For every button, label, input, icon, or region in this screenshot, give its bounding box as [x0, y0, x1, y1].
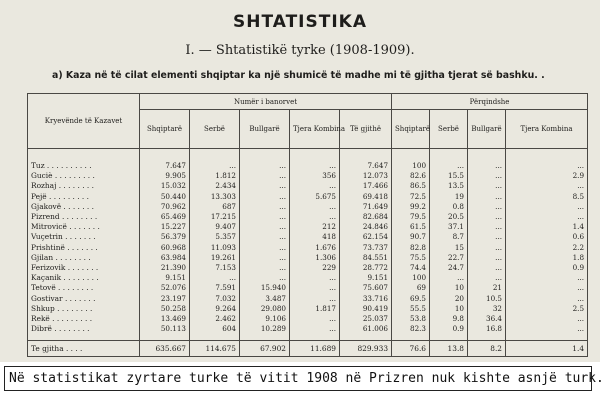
table-cell: ...	[468, 149, 506, 172]
table-cell: ...	[290, 293, 340, 303]
table-cell: 71.649	[340, 202, 392, 212]
table-row	[28, 202, 588, 212]
table-cell: 69	[392, 283, 430, 293]
table-cell: 9.8	[430, 314, 468, 324]
table-row	[28, 149, 588, 172]
table-cell: 22.7	[430, 253, 468, 263]
table-cell: 11.093	[190, 243, 240, 253]
table-row	[28, 324, 588, 341]
table-row	[28, 304, 588, 314]
table-row	[28, 243, 588, 253]
group-header-percentage: Përqindshe	[392, 94, 588, 110]
column-header: Serbë	[430, 110, 468, 149]
table-cell: ...	[468, 171, 506, 181]
table-row	[28, 222, 588, 232]
table-cell: 1.817	[290, 304, 340, 314]
table-cell: 65.469	[140, 212, 190, 222]
table-cell: ...	[240, 192, 290, 202]
document-title: SHTATISTIKA	[232, 12, 367, 32]
table-cell: ...	[468, 273, 506, 283]
table-cell: 100	[392, 149, 430, 172]
table-cell: ...	[240, 222, 290, 232]
table-cell: 24.846	[340, 222, 392, 232]
table-cell: 10.5	[468, 293, 506, 303]
table-cell: ...	[190, 273, 240, 283]
column-header: Tjera Kombina	[290, 110, 340, 149]
table-cell: 61.006	[340, 324, 392, 341]
table-row	[28, 314, 588, 324]
region-column-header: Kryevënde të Kazavet	[28, 94, 140, 149]
table-cell: 82.3	[392, 324, 430, 341]
total-cell: 8.2	[468, 341, 506, 357]
table-cell: 69.5	[392, 293, 430, 303]
table-cell: 0.8	[430, 202, 468, 212]
table-cell: 50.113	[140, 324, 190, 341]
table-cell: 9.106	[240, 314, 290, 324]
table-cell: 7.032	[190, 293, 240, 303]
total-row	[28, 341, 588, 357]
region-name: Rekë . . . . . . . . .	[28, 314, 140, 324]
table-cell: 7.591	[190, 283, 240, 293]
table-cell: 75.5	[392, 253, 430, 263]
table-cell: 20.5	[430, 212, 468, 222]
total-cell: 1.4	[506, 341, 588, 357]
table-cell: ...	[468, 212, 506, 222]
table-cell: 687	[190, 202, 240, 212]
table-cell: ...	[290, 181, 340, 191]
table-row	[28, 293, 588, 303]
table-cell: 50.258	[140, 304, 190, 314]
table-cell: ...	[290, 283, 340, 293]
table-cell: 9.151	[340, 273, 392, 283]
column-header: Bullgarë	[468, 110, 506, 149]
table-cell: ...	[430, 149, 468, 172]
region-name: Tetovë . . . . . . . .	[28, 283, 140, 293]
region-name: Vuçetrin . . . . . . .	[28, 232, 140, 242]
table-cell: 0.6	[506, 232, 588, 242]
region-name: Guciè . . . . . . . . .	[28, 171, 140, 181]
table-cell: 74.4	[392, 263, 430, 273]
table-cell: 33.716	[340, 293, 392, 303]
region-name: Gjakovë . . . . . . .	[28, 202, 140, 212]
section-heading: a) Kaza në të cilat elementi shqiptar ka një shumicë të madhe mi të gjitha tjerat së bashku. .	[52, 70, 545, 81]
table-cell: 10.289	[240, 324, 290, 341]
table-cell: 15.032	[140, 181, 190, 191]
table-cell: ...	[468, 181, 506, 191]
total-cell: 635.667	[140, 341, 190, 357]
region-name: Dibrë . . . . . . . .	[28, 324, 140, 341]
table-cell: 13.5	[430, 181, 468, 191]
table-cell: ...	[430, 273, 468, 283]
table-cell: ...	[506, 314, 588, 324]
table-cell: 15	[430, 243, 468, 253]
column-header: Shqiptarë	[392, 110, 430, 149]
table-cell: 0.9	[506, 263, 588, 273]
table-row	[28, 232, 588, 242]
total-cell: 67.902	[240, 341, 290, 357]
table-cell: 29.080	[240, 304, 290, 314]
table-cell: ...	[506, 149, 588, 172]
region-name: Gjilan . . . . . . . .	[28, 253, 140, 263]
table-cell: 15.227	[140, 222, 190, 232]
table-cell: 25.037	[340, 314, 392, 324]
table-cell: 1.4	[506, 222, 588, 232]
table-cell: 8.7	[430, 232, 468, 242]
table-cell: 2.462	[190, 314, 240, 324]
table-cell: ...	[240, 263, 290, 273]
column-header: Tjera Kombina	[506, 110, 588, 149]
column-header: Serbë	[190, 110, 240, 149]
table-cell: 2.434	[190, 181, 240, 191]
table-cell: ...	[506, 324, 588, 341]
table-cell: ...	[240, 149, 290, 172]
table-cell: 16.8	[468, 324, 506, 341]
table-cell: ...	[240, 212, 290, 222]
total-cell: 13.8	[430, 341, 468, 357]
table-cell: 9.264	[190, 304, 240, 314]
region-name: Ferizovik . . . . . . .	[28, 263, 140, 273]
table-cell: 50.440	[140, 192, 190, 202]
table-cell: 7.647	[140, 149, 190, 172]
table-row	[28, 283, 588, 293]
table-cell: 418	[290, 232, 340, 242]
statistics-table	[27, 93, 588, 357]
table-cell: 36.4	[468, 314, 506, 324]
table-cell: ...	[290, 149, 340, 172]
table-cell: 17.215	[190, 212, 240, 222]
table-cell: 70.962	[140, 202, 190, 212]
column-header: Bullgarë	[240, 110, 290, 149]
table-cell: 10	[430, 304, 468, 314]
table-cell: 2.9	[506, 171, 588, 181]
column-header: Të gjithë	[340, 110, 392, 149]
table-cell: ...	[468, 263, 506, 273]
table-cell: 55.5	[392, 304, 430, 314]
table-cell: 1.8	[506, 253, 588, 263]
table-cell: ...	[290, 324, 340, 341]
table-cell: 37.1	[430, 222, 468, 232]
table-cell: 3.487	[240, 293, 290, 303]
table-cell: 5.675	[290, 192, 340, 202]
table-cell: ...	[290, 212, 340, 222]
table-row	[28, 171, 588, 181]
table-cell: 90.419	[340, 304, 392, 314]
table-cell: 13.303	[190, 192, 240, 202]
table-cell: 19.261	[190, 253, 240, 263]
table-cell: ...	[468, 222, 506, 232]
table-cell: 12.073	[340, 171, 392, 181]
table-cell: 73.737	[340, 243, 392, 253]
table-cell: 99.2	[392, 202, 430, 212]
table-cell: 1.812	[190, 171, 240, 181]
table-cell: 69.418	[340, 192, 392, 202]
table-cell: 19	[430, 192, 468, 202]
table-cell: 17.466	[340, 181, 392, 191]
table-cell: 21.390	[140, 263, 190, 273]
table-cell: 84.551	[340, 253, 392, 263]
table-cell: 2.5	[506, 304, 588, 314]
table-cell: 24.7	[430, 263, 468, 273]
table-cell: 1.676	[290, 243, 340, 253]
table-cell: 53.8	[392, 314, 430, 324]
table-cell: 72.5	[392, 192, 430, 202]
table-cell: ...	[290, 273, 340, 283]
table-row	[28, 181, 588, 191]
table-cell: 5.357	[190, 232, 240, 242]
table-cell: ...	[190, 149, 240, 172]
table-cell: 0.9	[430, 324, 468, 341]
table-cell: ...	[240, 232, 290, 242]
table-cell: 15.940	[240, 283, 290, 293]
region-name: Tuz . . . . . . . . . .	[28, 149, 140, 172]
table-cell: 61.5	[392, 222, 430, 232]
table-cell: 62.154	[340, 232, 392, 242]
table-cell: 229	[290, 263, 340, 273]
table-cell: ...	[240, 181, 290, 191]
group-header-population: Numër i banorvet	[140, 94, 392, 110]
table-cell: ...	[506, 273, 588, 283]
region-name: Mitrovicë . . . . . . .	[28, 222, 140, 232]
table-cell: ...	[468, 232, 506, 242]
table-cell: 86.5	[392, 181, 430, 191]
table-cell: ...	[240, 202, 290, 212]
table-cell: 60.968	[140, 243, 190, 253]
table-cell: 75.607	[340, 283, 392, 293]
total-cell: 829.933	[340, 341, 392, 357]
table-cell: 356	[290, 171, 340, 181]
table-cell: ...	[240, 273, 290, 283]
table-cell: 79.5	[392, 212, 430, 222]
table-cell: 52.076	[140, 283, 190, 293]
table-cell: ...	[290, 314, 340, 324]
region-name: Prishtinë . . . . . . .	[28, 243, 140, 253]
table-cell: 23.197	[140, 293, 190, 303]
document-subtitle: I. — Shtatistikë tyrke (1908-1909).	[185, 43, 415, 58]
table-cell: ...	[240, 253, 290, 263]
table-cell: 82.6	[392, 171, 430, 181]
table-cell: ...	[290, 202, 340, 212]
table-cell: 10	[430, 283, 468, 293]
table-cell: 7.647	[340, 149, 392, 172]
table-cell: ...	[506, 293, 588, 303]
table-row	[28, 192, 588, 202]
table-cell: 32	[468, 304, 506, 314]
region-name: Pejë . . . . . . . . .	[28, 192, 140, 202]
table-row	[28, 273, 588, 283]
table-cell: 604	[190, 324, 240, 341]
table-cell: 28.772	[340, 263, 392, 273]
table-cell: 90.7	[392, 232, 430, 242]
table-cell: 21	[468, 283, 506, 293]
total-label: Te gjitha . . . .	[28, 341, 140, 357]
table-cell: ...	[506, 212, 588, 222]
image-caption: Në statistikat zyrtare turke të vitit 1908 në Prizren nuk kishte asnjë turk.	[4, 366, 592, 391]
table-row	[28, 212, 588, 222]
table-cell: ...	[506, 181, 588, 191]
region-name: Rozhaj . . . . . . . .	[28, 181, 140, 191]
table-cell: ...	[506, 202, 588, 212]
table-cell: 212	[290, 222, 340, 232]
table-cell: 1.306	[290, 253, 340, 263]
table-cell: ...	[468, 253, 506, 263]
column-header: Shqiptarë	[140, 110, 190, 149]
total-cell: 114.675	[190, 341, 240, 357]
region-name: Kaçanik . . . . . . . .	[28, 273, 140, 283]
total-cell: 76.6	[392, 341, 430, 357]
table-cell: ...	[468, 243, 506, 253]
table-cell: ...	[506, 283, 588, 293]
table-cell: 82.8	[392, 243, 430, 253]
table-cell: 9.905	[140, 171, 190, 181]
total-cell: 11.689	[290, 341, 340, 357]
region-name: Gostivar . . . . . . .	[28, 293, 140, 303]
table-cell: 9.151	[140, 273, 190, 283]
table-cell: 56.379	[140, 232, 190, 242]
table-cell: ...	[468, 192, 506, 202]
table-cell: 7.153	[190, 263, 240, 273]
table-cell: ...	[468, 202, 506, 212]
table-cell: 13.469	[140, 314, 190, 324]
table-row	[28, 263, 588, 273]
region-name: Pizrend . . . . . . . .	[28, 212, 140, 222]
table-cell: 20	[430, 293, 468, 303]
table-cell: 15.5	[430, 171, 468, 181]
table-cell: ...	[240, 243, 290, 253]
table-cell: 8.5	[506, 192, 588, 202]
region-name: Shkup . . . . . . . .	[28, 304, 140, 314]
table-cell: 2.2	[506, 243, 588, 253]
table-row	[28, 253, 588, 263]
table-cell: ...	[240, 171, 290, 181]
table-cell: 63.984	[140, 253, 190, 263]
table-cell: 82.684	[340, 212, 392, 222]
table-cell: 100	[392, 273, 430, 283]
table-cell: 9.407	[190, 222, 240, 232]
